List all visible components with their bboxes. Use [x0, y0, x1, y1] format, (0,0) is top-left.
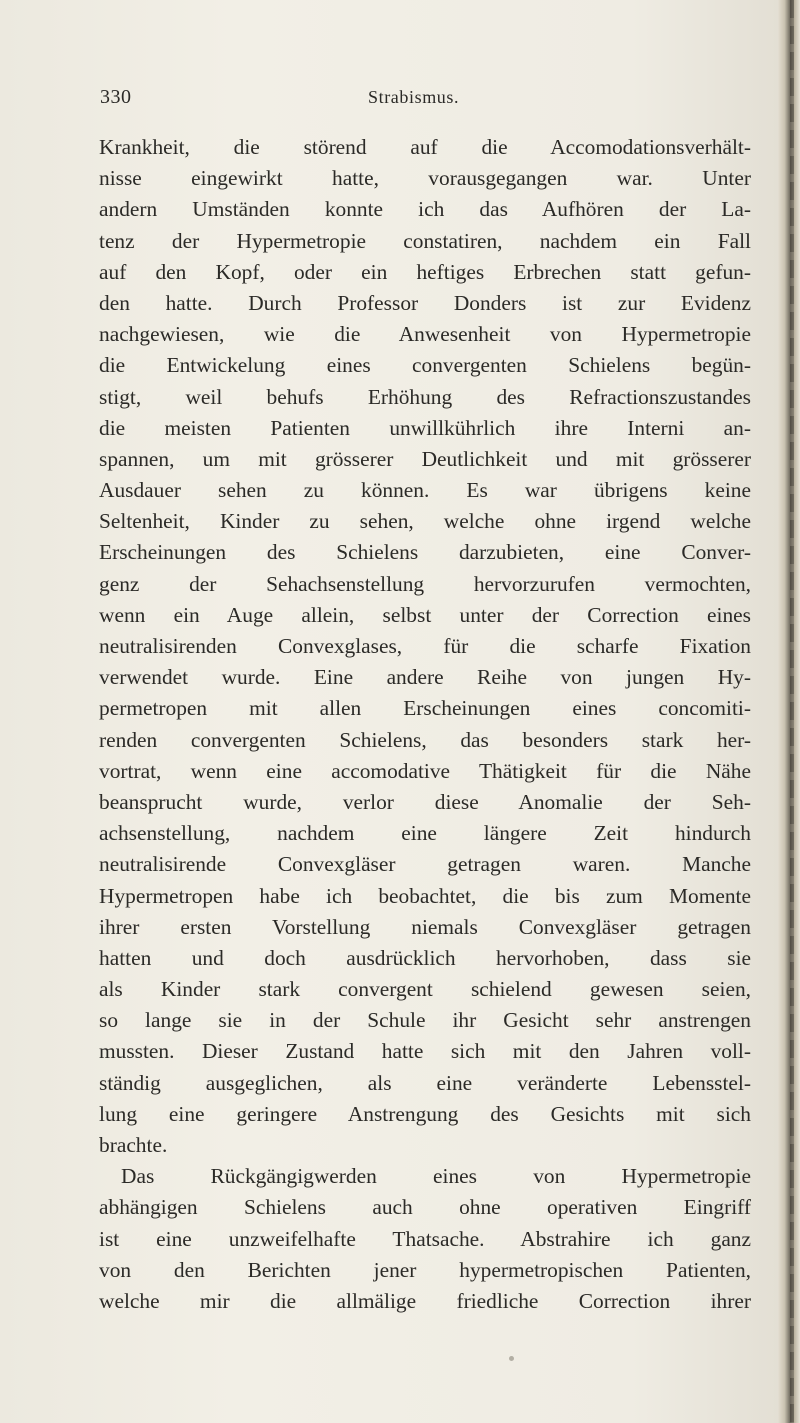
text-line: von den Berichten jener hypermetropischen Patienten,: [99, 1257, 751, 1282]
text-line: Krankheit, die störend auf die Accomodationsverhält-: [99, 135, 751, 159]
text-line: die meisten Patienten unwillkührlich ihre Interni an-: [99, 415, 751, 440]
paper-speck: [509, 1356, 514, 1361]
text-line: neutralisirende Convexgläser getragen waren. Manche: [99, 852, 751, 877]
page-number: 330: [100, 86, 132, 108]
text-line: spannen, um mit grösserer Deutlichkeit und mit grösserer: [99, 446, 751, 471]
text-line: wenn ein Auge allein, selbst unter der Correction eines: [99, 602, 751, 627]
text-line: hatten und doch ausdrücklich hervorhoben, dass sie: [99, 945, 751, 970]
text-line: beansprucht wurde, verlor diese Anomalie der Seh-: [99, 789, 751, 814]
text-line: ist eine unzweifelhafte Thatsache. Abstrahire ich ganz: [99, 1226, 751, 1251]
text-line: den hatte. Durch Professor Donders ist zur Evidenz: [99, 290, 751, 315]
text-line: renden convergenten Schielens, das besonders stark her-: [99, 727, 751, 752]
text-line: so lange sie in der Schule ihr Gesicht sehr anstrengen: [99, 1008, 751, 1033]
text-line: ihrer ersten Vorstellung niemals Convexgläser getragen: [99, 914, 751, 939]
text-line: Seltenheit, Kinder zu sehen, welche ohne irgend welche: [99, 509, 751, 534]
text-line-paragraph-end: brachte.: [99, 1133, 168, 1157]
text-line: neutralisirenden Convexglases, für die scharfe Fixation: [99, 634, 751, 658]
text-line: als Kinder stark convergent schielend gewesen seien,: [99, 977, 751, 1002]
text-line: andern Umständen konnte ich das Aufhören der La-: [99, 197, 751, 222]
text-line: die Entwickelung eines convergenten Schielens begün-: [99, 353, 751, 378]
text-line: stigt, weil behufs Erhöhung des Refractionszustandes: [99, 384, 751, 409]
text-line: Erscheinungen des Schielens darzubieten, eine Conver-: [99, 540, 751, 565]
page-edge: [778, 0, 800, 1423]
text-line: verwendet wurde. Eine andere Reihe von jungen Hy-: [99, 665, 751, 690]
text-line: welche mir die allmälige friedliche Correction ihrer: [99, 1288, 751, 1313]
text-line: nachgewiesen, wie die Anwesenheit von Hypermetropie: [99, 322, 751, 347]
text-line: abhängigen Schielens auch ohne operativen Eingriff: [99, 1195, 751, 1220]
text-line: tenz der Hypermetropie constatiren, nachdem ein Fall: [99, 228, 751, 253]
page-header: [100, 86, 750, 122]
page-edge-shadow: [790, 0, 794, 1423]
text-line: ständig ausgeglichen, als eine veränderte Lebensstel-: [99, 1070, 751, 1095]
text-line: Hypermetropen habe ich beobachtet, die bis zum Momente: [99, 883, 751, 908]
text-line: genz der Sehachsenstellung hervorzurufen vermochten,: [99, 571, 751, 596]
text-line: mussten. Dieser Zustand hatte sich mit den Jahren voll-: [99, 1039, 751, 1064]
text-line: Ausdauer sehen zu können. Es war übrigens keine: [99, 478, 751, 503]
text-line: auf den Kopf, oder ein heftiges Erbrechen statt gefun-: [99, 259, 751, 284]
text-line: vortrat, wenn eine accomodative Thätigkeit für die Nähe: [99, 758, 751, 783]
text-line: lung eine geringere Anstrengung des Gesichts mit sich: [99, 1101, 751, 1126]
text-line: nisse eingewirkt hatte, vorausgegangen war. Unter: [99, 166, 751, 191]
text-line: achsenstellung, nachdem eine längere Zeit hindurch: [99, 821, 751, 846]
body-text: [99, 132, 751, 1317]
running-title: Strabismus.: [368, 87, 460, 107]
text-line: permetropen mit allen Erscheinungen eines concomiti-: [99, 696, 751, 721]
text-line-paragraph-start: Das Rückgängigwerden eines von Hypermetropie: [121, 1164, 751, 1189]
